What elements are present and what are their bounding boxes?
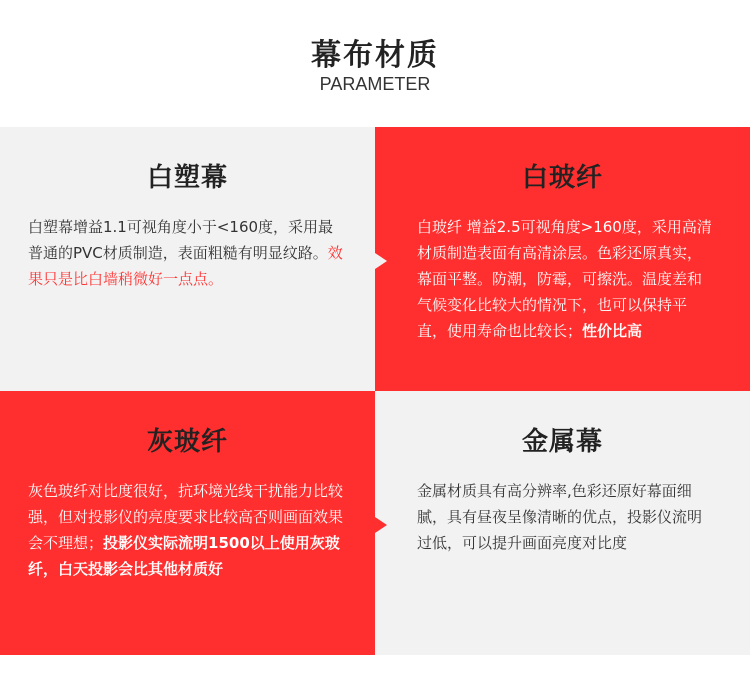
- pointer-arrow-icon: [375, 253, 387, 269]
- material-card-white-fiberglass: [375, 127, 750, 391]
- card-highlight: 效果只是比白墙稍微好一点点。: [28, 244, 343, 288]
- material-grid: [0, 127, 750, 655]
- material-card-gray-fiberglass: [0, 391, 375, 655]
- card-text: 灰色玻纤对比度很好，抗环境光线干扰能力比较强，但对投影仪的亮度要求比较高否则画面效果会不理想；: [28, 482, 344, 552]
- card-description: [417, 214, 714, 344]
- card-title: 白玻纤: [521, 163, 603, 193]
- card-text: 白塑幕增益1.1可视角度小于<160度，采用最普通的PVC材质制造，表面粗糙有明显纹路。: [28, 218, 334, 262]
- card-description: [28, 214, 347, 292]
- card-highlight: 性价比高: [582, 322, 643, 340]
- section-header: [0, 0, 750, 127]
- material-card-white-pvc: [0, 127, 375, 391]
- card-title: 灰玻纤: [146, 427, 228, 457]
- card-title: 金属幕: [521, 427, 603, 457]
- card-highlight: 投影仪实际流明1500以上使用灰玻纤，白天投影会比其他材质好: [28, 534, 340, 578]
- section-title: 幕布材质: [311, 38, 439, 73]
- card-description: [417, 478, 714, 556]
- card-description: [28, 478, 347, 582]
- card-title: 白塑幕: [146, 163, 228, 193]
- card-text: 金属材质具有高分辨率,色彩还原好幕面细腻，具有昼夜呈像清晰的优点，投影仪流明过低，可以提升画面亮度对比度: [417, 482, 703, 552]
- material-card-metal: [375, 391, 750, 655]
- card-text: 白玻纤 增益2.5可视角度>160度，采用高清材质制造表面有高清涂层。色彩还原真实，幕面平整。防潮，防霉，可擦洗。温度差和气候变化比较大的情况下，也可以保持平直，使用寿命也比较长；: [417, 218, 712, 340]
- pointer-arrow-icon: [375, 517, 387, 533]
- section-subtitle: PARAMETER: [319, 74, 431, 94]
